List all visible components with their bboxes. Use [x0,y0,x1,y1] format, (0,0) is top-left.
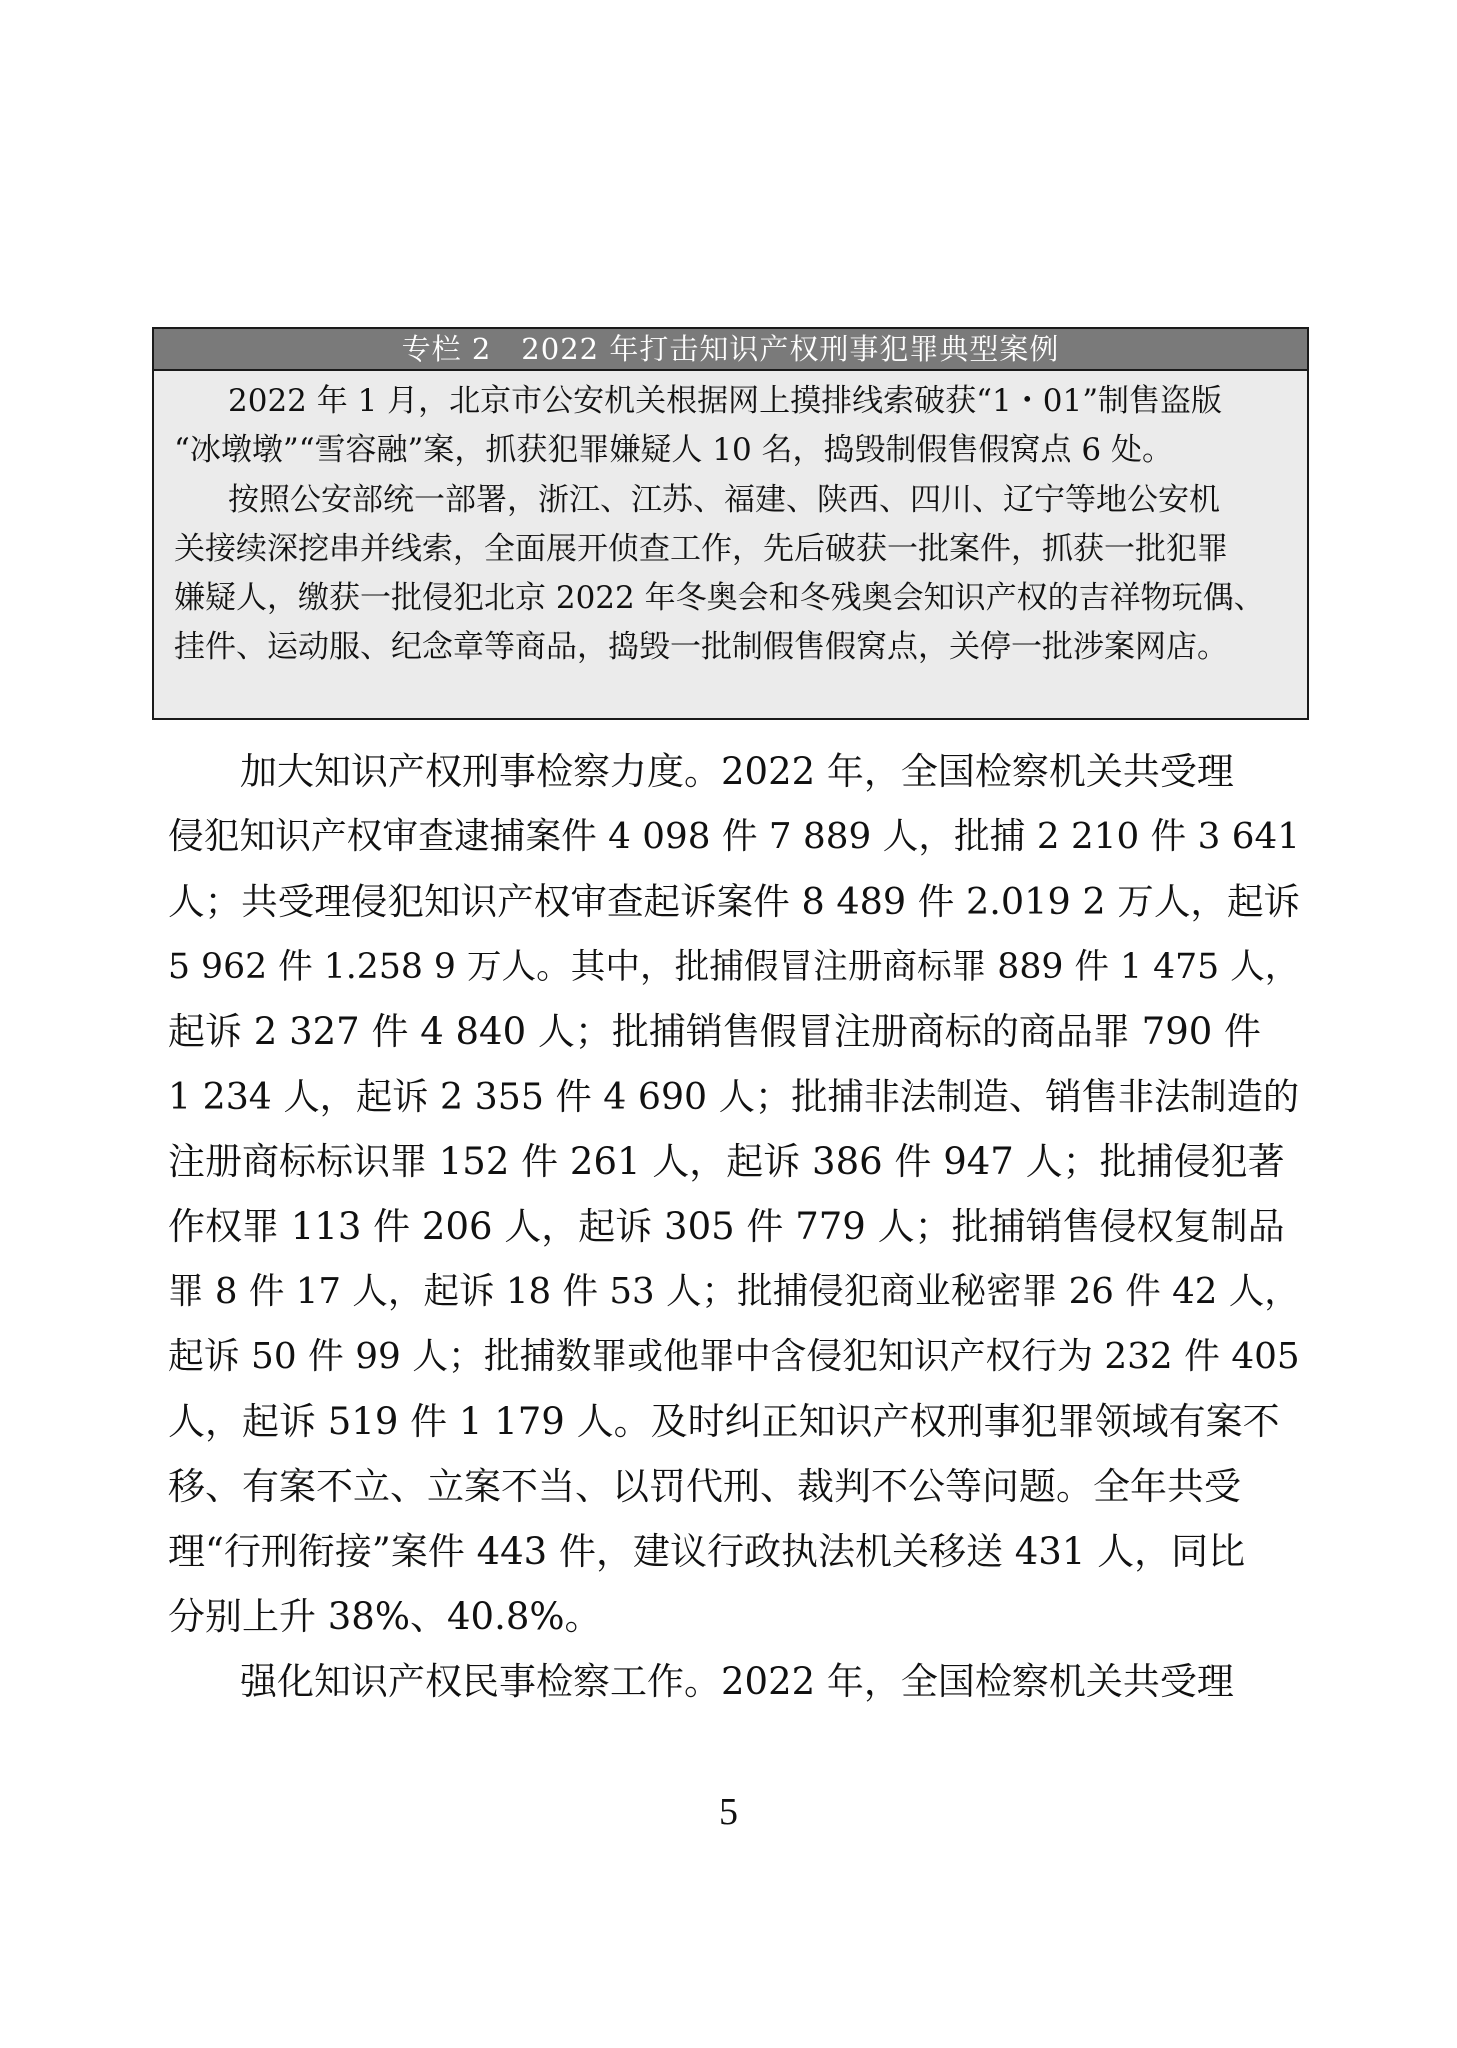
body-line: 人；共受理侵犯知识产权审查起诉案件 8 489 件 2.019 2 万人，起诉 [168,880,1301,923]
body-line: 人，起诉 519 件 1 179 人。及时纠正知识产权刑事犯罪领域有案不 [168,1400,1280,1443]
case-box-line: 挂件、运动服、纪念章等商品，捣毁一批制假售假窝点，关停一批涉案网店。 [174,629,1228,665]
body-line: 1 234 人，起诉 2 355 件 4 690 人；批捕非法制造、销售非法制造的 [168,1075,1300,1118]
body-line: 侵犯知识产权审查逮捕案件 4 098 件 7 889 人，批捕 2 210 件 3 641 [168,816,1300,857]
body-line: 分别上升 38%、40.8%。 [168,1595,602,1638]
body-line: 起诉 2 327 件 4 840 人；批捕销售假冒注册商标的商品罪 790 件 [168,1010,1262,1053]
body-line: 作权罪 113 件 206 人，起诉 305 件 779 人；批捕销售侵权复制品 [168,1205,1285,1248]
body-line: 5 962 件 1.258 9 万人。其中，批捕假冒注册商标罪 889 件 1 475 人， [168,947,1300,987]
body-line: 罪 8 件 17 人，起诉 18 件 53 人；批捕侵犯商业秘密罪 26 件 42 人， [168,1271,1300,1312]
body-line: 起诉 50 件 99 人；批捕数罪或他罪中含侵犯知识产权行为 232 件 405 [168,1336,1300,1377]
case-box-line: 按照公安部统一部署，浙江、江苏、福建、陕西、四川、辽宁等地公安机 [228,482,1220,518]
case-box-title: 专栏 2 2022 年打击知识产权刑事犯罪典型案例 [154,329,1307,371]
body-line: 强化知识产权民事检察工作。2022 年，全国检察机关共受理 [240,1660,1234,1703]
case-box-line: 关接续深挖串并线索，全面展开侦查工作，先后破获一批案件，抓获一批犯罪 [174,531,1228,567]
page-number: 5 [719,1791,738,1833]
case-box-line: 嫌疑人，缴获一批侵犯北京 2022 年冬奥会和冬残奥会知识产权的吉祥物玩偶、 [174,580,1265,616]
body-line: 移、有案不立、立案不当、以罚代刑、裁判不公等问题。全年共受 [168,1465,1241,1508]
body-line: 理“行刑衔接”案件 443 件，建议行政执法机关移送 431 人，同比 [168,1530,1246,1573]
case-sidebar-box [152,327,1309,720]
case-box-line: 2022 年 1 月，北京市公安机关根据网上摸排线索破获“1・01”制售盗版 [228,383,1223,419]
case-box-line: “冰墩墩”“雪容融”案，抓获犯罪嫌疑人 10 名，捣毁制假售假窝点 6 处。 [174,432,1173,468]
body-line: 加大知识产权刑事检察力度。2022 年，全国检察机关共受理 [240,750,1234,793]
body-line: 注册商标标识罪 152 件 261 人，起诉 386 件 947 人；批捕侵犯著 [168,1140,1285,1183]
